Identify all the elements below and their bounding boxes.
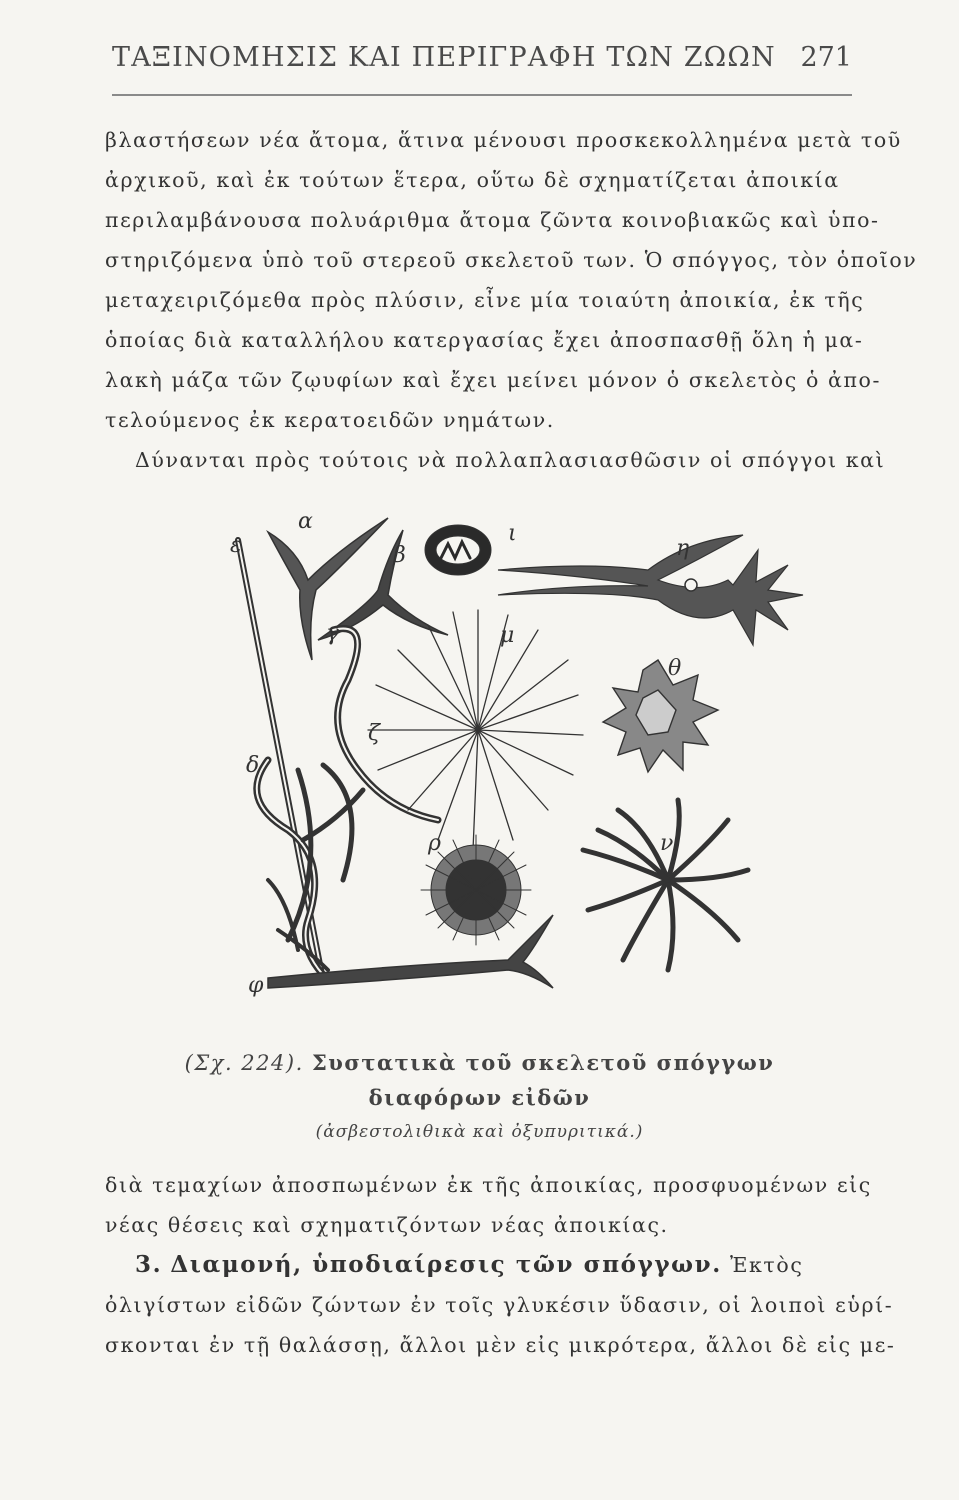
label-rho: ρ <box>428 831 441 856</box>
section-title: Διαμονή, ὑποδιαίρεσις τῶν σπόγγων. <box>170 1251 722 1278</box>
label-alpha: α <box>298 510 313 534</box>
spicule-gamma <box>333 629 438 820</box>
text-line: ὁποίας διὰ καταλλήλου κατεργασίας ἔχει ἀποσπασθῇ ὅλη ἡ μα- <box>105 328 864 352</box>
figure-caption-line2: διαφόρων εἰδῶν <box>368 1085 591 1110</box>
label-gamma: γ <box>326 621 340 646</box>
section-number: 3. <box>135 1251 163 1278</box>
figure-caption-line1 <box>0 1050 959 1075</box>
spicule-eta <box>498 535 803 645</box>
caption-text: Συστατικὰ τοῦ σκελετοῦ σπόγγων <box>311 1050 775 1075</box>
spicule-mu <box>368 610 583 850</box>
label-phi: φ <box>248 973 264 998</box>
header-rule <box>112 94 852 96</box>
text-line: περιλαμβάνουσα πολυάριθμα ἄτομα ζῶντα κοινοβιακῶς καὶ ὑπο- <box>105 208 880 232</box>
text-line: ἀρχικοῦ, καὶ ἐκ τούτων ἕτερα, οὕτω δὲ σχηματίζεται ἀποικία <box>105 168 840 192</box>
label-nu: ν <box>660 831 674 856</box>
label-zeta: ζ <box>368 721 380 746</box>
section-text-start: Ἐκτὸς <box>729 1253 804 1277</box>
label-beta: β <box>393 543 406 568</box>
text-line: λακὴ μάζα τῶν ζῳυφίων καὶ ἔχει μείνει μόνον ὁ σκελετὸς ὁ ἀπο- <box>105 368 881 392</box>
spicule-nu <box>583 800 748 970</box>
label-theta: θ <box>668 656 682 681</box>
paragraph-bottom <box>105 1165 896 1365</box>
label-eta: η <box>676 536 690 561</box>
page-number: 271 <box>800 42 852 73</box>
section-heading-line <box>105 1245 855 1285</box>
text-line: στηριζόμενα ὑπὸ τοῦ στερεοῦ σκελετοῦ των. Ὁ σπόγγος, τὸν ὁποῖον <box>105 248 918 272</box>
running-title: ΤΑΞΙΝΟΜΗΣΙΣ ΚΑΙ ΠΕΡΙΓΡΑΦΗ ΤΩΝ ΖΩΩΝ <box>112 42 776 73</box>
text-line: ὀλιγίστων εἰδῶν ζώντων ἐν τοῖς γλυκέσιν ὕδασιν, οἱ λοιποὶ εὑρί- <box>105 1293 894 1317</box>
label-epsilon: ε <box>230 533 242 558</box>
text-line: νέας θέσεις καὶ σχηματιζόντων νέας ἀποικίας. <box>105 1213 669 1237</box>
label-iota: ι <box>508 521 517 546</box>
page-header <box>112 42 852 102</box>
text-line: Δύνανται πρὸς τούτοις νὰ πολλαπλασιασθῶσιν οἱ σπόγγοι καὶ <box>135 448 886 472</box>
paragraph-top <box>105 120 918 480</box>
text-line: τελούμενος ἐκ κερατοειδῶν νημάτων. <box>105 408 555 432</box>
text-line: μεταχειριζόμεθα πρὸς πλύσιν, εἶνε μία τοιαύτη ἀποικία, ἐκ τῆς <box>105 288 865 312</box>
sponge-spicules-figure <box>228 510 878 1010</box>
figure-number: (Σχ. 224). <box>184 1051 304 1075</box>
text-line: σκονται ἐν τῇ θαλάσσῃ, ἄλλοι μὲν εἰς μικρότερα, ἄλλοι δὲ εἰς με- <box>105 1333 896 1357</box>
spicule-theta <box>603 660 718 772</box>
spicules-illustration <box>228 510 878 1010</box>
label-delta: δ <box>246 753 260 778</box>
text-line: βλαστήσεων νέα ἄτομα, ἅτινα μένουσι προσκεκολλημένα μετὰ τοῦ <box>105 128 902 152</box>
label-mu: μ <box>500 623 515 648</box>
text-line: διὰ τεμαχίων ἀποσπωμένων ἐκ τῆς ἀποικίας, προσφυομένων εἰς <box>105 1173 872 1197</box>
figure-caption-note: (ἀσβεστολιθικὰ καὶ ὀξυπυριτικά.) <box>315 1122 644 1142</box>
